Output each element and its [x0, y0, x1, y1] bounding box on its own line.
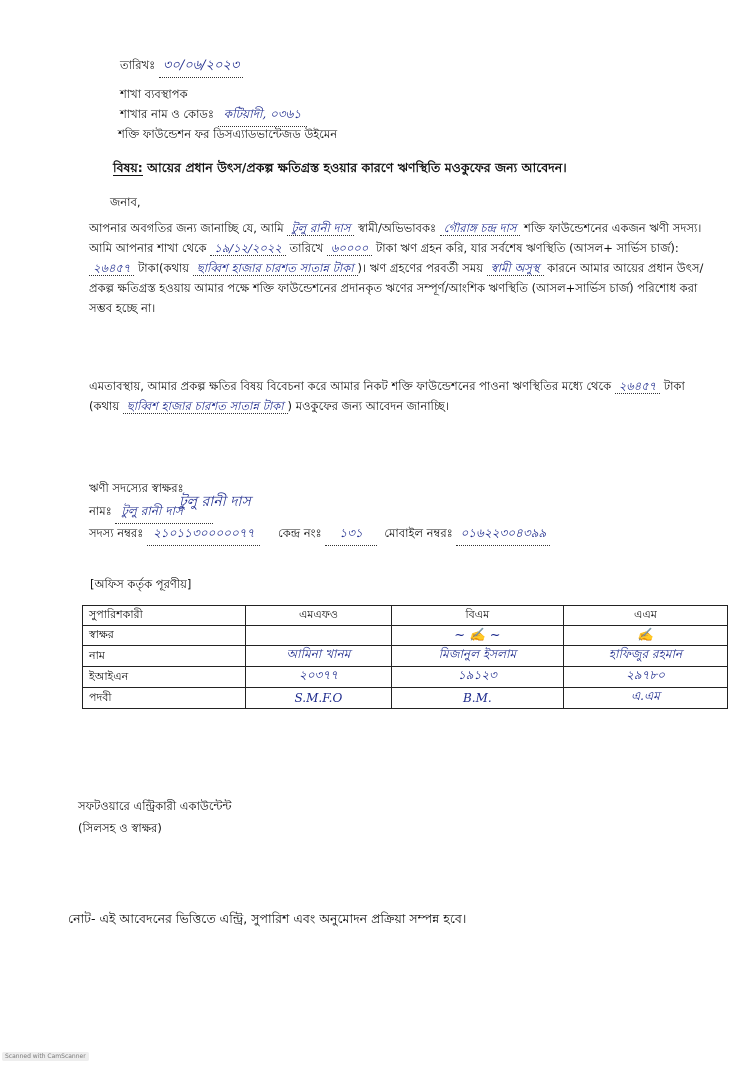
row-label-ein: ইআইএন: [83, 667, 246, 688]
table-row: [83, 646, 728, 667]
body2-text-2: টাকা (কথায়: [89, 379, 685, 413]
office-table-header: [83, 606, 728, 626]
balance-words-field: ছাব্বিশ হাজার চারশত সাতান্ন টাকা: [193, 261, 358, 276]
bm-signature: ~ ✍ ~: [391, 626, 563, 646]
table-row: [83, 626, 728, 646]
col-bm: বিএম: [391, 606, 563, 626]
mfo-designation: S.M.F.O: [246, 688, 392, 709]
guardian-field: গৌরাঙ্গ চন্দ্র দাস: [440, 221, 521, 236]
body-paragraph-2: [89, 376, 711, 416]
date-line: [120, 56, 243, 78]
body1-text-3: শক্তি ফাউন্ডেশনের একজন ঋণী সদস্য। আমি আপনার শাখা থেকে: [89, 221, 702, 255]
balance-field: ২৬৪৫৭: [89, 261, 134, 276]
member-number-line: [89, 525, 550, 546]
office-heading: [অফিস কর্তৃক পূরণীয়]: [90, 577, 192, 591]
footer-note: নোট- এই আবেদনের ভিত্তিতে এন্ট্রি, সুপারিশ এবং অনুমোদন প্রক্রিয়া সম্পন্ন হবে।: [68, 911, 467, 926]
am-ein: ২৯৭৮০: [563, 667, 727, 688]
member-name-line: [89, 503, 213, 524]
branch-line: [120, 106, 307, 127]
date-label: তারিখঃ: [120, 58, 156, 72]
body1-text-8: কারনে আমার আয়ের প্রধান উৎস/প্রকল্প ক্ষতিগ্রস্ত হওয়ায় আমার পক্ষে শক্তি ফাউন্ডেশনের প্রদানকৃত ঋণের সম্পূর্ণ/আংশিক ঋণস্থিতি (আসল+সার্ভিস চার্জ) পরিশোধ করা সম্ভব হচ্ছে না।: [89, 261, 704, 315]
branch-value: কটিয়াদী, ০৩৬১: [218, 106, 307, 127]
body1-text-7: )। ঋণ গ্রহণের পরবর্তী সময়: [357, 261, 483, 275]
member-signature-line: [89, 480, 251, 510]
subject-label: বিষয়:: [113, 160, 143, 175]
bm-designation: B.M.: [391, 688, 563, 709]
mobile-label: মোবাইল নম্বরঃ: [384, 526, 453, 540]
body2-text-3: ) মওকুফের জন্য আবেদন জানাচ্ছি।: [287, 399, 449, 413]
branch-manager-label: শাখা ব্যবস্থাপক: [120, 87, 188, 101]
member-number-value: ২১০১১৩০০০০০৭৭: [147, 525, 260, 546]
body2-text-1: এমতাবস্থায়, আমার প্রকল্প ক্ষতির বিষয় বিবেচনা করে আমার নিকট শক্তি ফাউন্ডেশনের পাওনা ঋণস্থিতির মধ্যে থেকে: [89, 379, 612, 393]
am-designation: এ.এম: [563, 688, 727, 709]
member-number-label: সদস্য নম্বরঃ: [89, 526, 144, 540]
col-mfo: এমএফও: [246, 606, 392, 626]
mfo-name: আমিনা খানম: [246, 646, 392, 667]
member-signature-label: ঋণী সদস্যের স্বাক্ষরঃ: [89, 481, 184, 495]
bm-name: মিজানুল ইসলাম: [391, 646, 563, 667]
waiver-amount-field: ২৬৪৫৭: [615, 379, 660, 394]
waiver-amount-words-field: ছাব্বিশ হাজার চারশত সাতান্ন টাকা: [123, 399, 288, 414]
loan-amount-field: ৬০০০০: [327, 241, 372, 256]
subject-text: আয়ের প্রধান উৎস/প্রকল্প ক্ষতিগ্রস্ত হওয়ার কারণে ঋণস্থিতি মওকুফের জন্য আবেদন।: [147, 160, 567, 175]
member-name-label: নামঃ: [89, 504, 112, 518]
body1-text-6: টাকা(কথায়: [138, 261, 190, 275]
am-name: হাফিজুর রহমান: [563, 646, 727, 667]
mobile-value: ০১৬২২৩০৪৩৯৯: [456, 525, 550, 546]
branch-label: শাখার নাম ও কোডঃ: [120, 107, 215, 121]
body-paragraph-1: [89, 218, 711, 318]
row-label-name: নাম: [83, 646, 246, 667]
col-am: এএম: [563, 606, 727, 626]
bm-ein: ১৯১২৩: [391, 667, 563, 688]
scanner-watermark: Scanned with CamScanner: [2, 1052, 89, 1061]
member-signature: টুলু রানী দাস: [179, 494, 251, 510]
table-row: [83, 667, 728, 688]
row-label-designation: পদবী: [83, 688, 246, 709]
body1-text-2: স্বামী/অভিভাবকঃ: [357, 221, 437, 235]
body1-text-5: টাকা ঋণ গ্রহন করি, যার সর্বশেষ ঋণস্থিতি (আসল+ সার্ভিস চার্জ):: [375, 241, 679, 255]
org-line: শক্তি ফাউন্ডেশন ফর ডিসএ্যাডভান্টেজড উইমেন: [118, 127, 338, 141]
center-value: ১৩১: [325, 525, 376, 546]
table-row: [83, 688, 728, 709]
center-label: কেন্দ্র নংঃ: [278, 526, 322, 540]
accountant-label: সফটওয়ারে এন্ট্রিকারী একাউন্টেন্ট: [78, 799, 232, 813]
accountant-seal-label: (সিলসহ ও স্বাক্ষর): [78, 821, 162, 835]
member-name-field: টুলু রানী দাস: [287, 221, 354, 236]
body1-text-4: তারিখে: [289, 241, 324, 255]
am-signature: ✍: [563, 626, 727, 646]
salutation: জনাব,: [110, 195, 141, 209]
date-value: ৩০/০৬/২০২৩: [159, 56, 243, 78]
member-name-value: টুলু রানী দাস: [115, 503, 213, 524]
reason-field: স্বামী অসুস্থ: [487, 261, 544, 276]
mfo-ein: ২০৩৭৭: [246, 667, 392, 688]
mfo-signature: [246, 626, 392, 646]
body1-text-1: আপনার অবগতির জন্য জানাচ্ছি যে, আমি: [89, 221, 284, 235]
col-recommender: সুপারিশকারী: [83, 606, 246, 626]
subject-line: [113, 160, 567, 180]
office-table: [82, 605, 728, 709]
loan-date-field: ১৯/১২/২০২২: [210, 241, 286, 256]
row-label-signature: স্বাক্ষর: [83, 626, 246, 646]
